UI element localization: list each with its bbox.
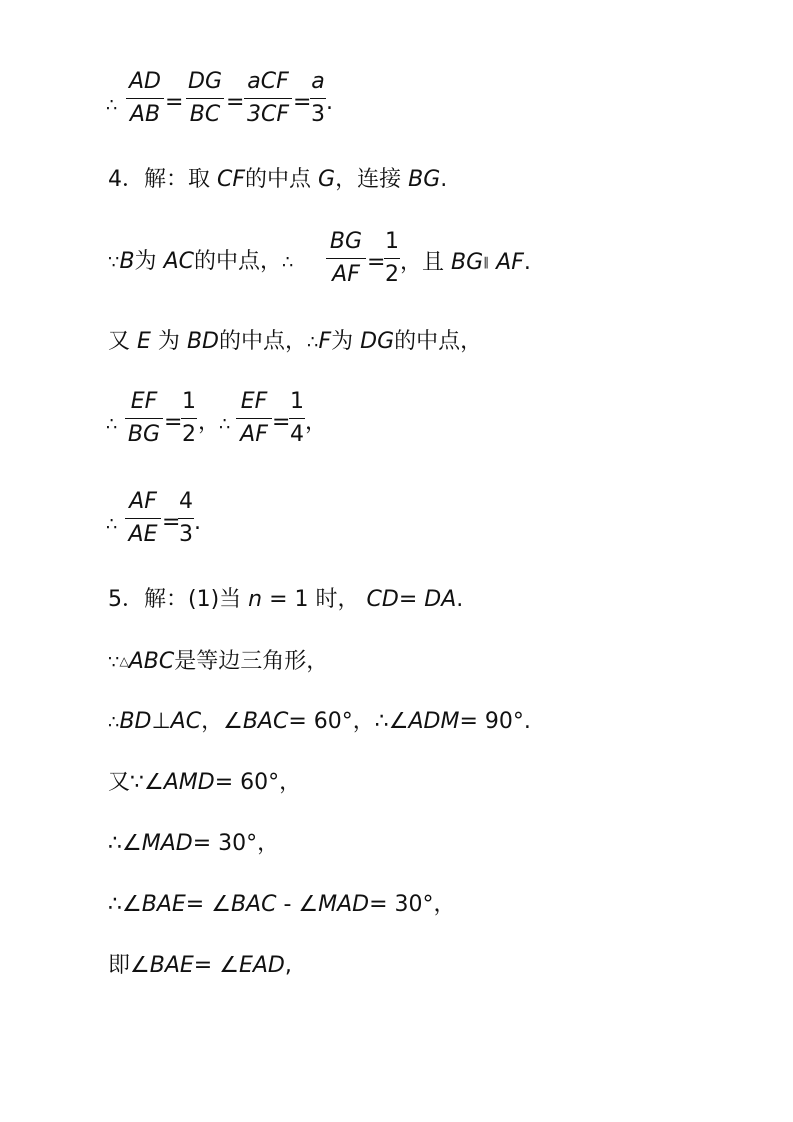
text: = xyxy=(398,587,418,612)
line-perpendicular xyxy=(108,708,531,737)
text: - ∠ xyxy=(276,892,319,917)
line-equilateral xyxy=(108,647,328,677)
fraction-numerator: AD xyxy=(129,69,161,94)
line-b-midpoint-tail xyxy=(400,248,531,277)
triangle-symbol: △ xyxy=(119,654,129,668)
text: . xyxy=(523,250,531,275)
math-var: AC xyxy=(170,709,202,734)
text: 为 xyxy=(157,329,180,354)
fraction-1-2 xyxy=(384,227,400,290)
text: ，连接 xyxy=(335,167,402,192)
line-amd xyxy=(108,769,301,797)
fraction-numerator: aCF xyxy=(247,69,289,94)
fraction-bar xyxy=(310,98,326,99)
text: 为 xyxy=(134,249,157,274)
fraction-bar xyxy=(236,418,272,419)
therefore-symbol: ∴ xyxy=(108,712,120,733)
text: 即∠ xyxy=(108,953,150,978)
math-var: BAE xyxy=(149,953,194,978)
fraction-ef-af xyxy=(236,387,272,450)
fraction-bg-af xyxy=(326,227,366,290)
math-var: E xyxy=(137,329,151,354)
text: = 60°， xyxy=(214,770,302,795)
perpendicular-symbol: ⊥ xyxy=(151,709,171,734)
fraction-acf-3cf xyxy=(244,67,292,130)
math-var: B xyxy=(119,249,135,274)
math-var: BAC xyxy=(242,709,289,734)
math-var: BD xyxy=(119,709,152,734)
line-step-5 xyxy=(108,586,463,614)
line-e-midpoint xyxy=(108,328,482,357)
text: ∴∠ xyxy=(108,831,142,856)
fraction-bar xyxy=(186,98,224,99)
text: = 30°， xyxy=(369,892,456,917)
fraction-numerator: 1 xyxy=(385,229,399,254)
comma: ， xyxy=(305,410,328,435)
math-var: BG xyxy=(408,167,441,192)
text: = 90°. xyxy=(459,709,531,734)
line-bae xyxy=(108,891,456,919)
fraction-numerator: AF xyxy=(129,489,157,514)
fraction-bar xyxy=(125,418,163,419)
fraction-bar xyxy=(244,98,292,99)
fraction-denominator: 3 xyxy=(179,522,193,547)
fraction-numerator: 4 xyxy=(179,489,193,514)
equals-sign: = xyxy=(272,410,291,435)
fraction-denominator: 3 xyxy=(311,102,325,127)
math-var: DA xyxy=(424,587,457,612)
fraction-bar xyxy=(126,98,164,99)
fraction-ef-bg xyxy=(125,387,163,450)
therefore-symbol: ∴ xyxy=(282,252,294,273)
text: = ∠ xyxy=(193,953,239,978)
fraction-bar xyxy=(384,258,400,259)
therefore-symbol: ∴ xyxy=(219,414,231,435)
math-var: G xyxy=(318,167,336,192)
math-var: AMD xyxy=(163,770,215,795)
period: . xyxy=(194,510,201,535)
math-var: BAC xyxy=(230,892,277,917)
math-var: AC xyxy=(163,249,194,274)
fraction-1-4 xyxy=(289,387,305,450)
math-var: n xyxy=(248,587,263,612)
text: 的中点， xyxy=(218,329,307,354)
text: , xyxy=(284,953,292,978)
because-symbol: ∵ xyxy=(108,652,120,673)
fraction-denominator: BC xyxy=(189,102,221,127)
therefore-symbol: ∴ xyxy=(106,414,118,435)
fraction-denominator: 2 xyxy=(385,262,399,287)
therefore-symbol: ∴ xyxy=(106,95,118,116)
fraction-a-3 xyxy=(310,67,326,130)
text: ，且 xyxy=(400,250,445,275)
fraction-denominator: 4 xyxy=(290,422,304,447)
text: ∴∠ xyxy=(108,892,142,917)
math-var: EAD xyxy=(238,953,285,978)
text: ，∠ xyxy=(201,709,243,734)
equals-sign: = xyxy=(162,510,181,535)
text: = 30°， xyxy=(192,831,280,856)
therefore-symbol: ∴ xyxy=(307,332,319,353)
fraction-numerator: 1 xyxy=(290,389,304,414)
text: 的中点， xyxy=(193,249,282,274)
text: 的中点 xyxy=(245,167,312,192)
fraction-bar xyxy=(178,518,194,519)
fraction-numerator: EF xyxy=(130,389,158,414)
math-var: BAE xyxy=(141,892,186,917)
fraction-denominator: BG xyxy=(127,422,161,447)
text: 又 xyxy=(108,329,131,354)
math-var: ABC xyxy=(128,649,175,674)
line-b-midpoint xyxy=(108,248,293,277)
fraction-bar xyxy=(181,418,197,419)
line-bae-ead xyxy=(108,952,292,980)
fraction-denominator: AE xyxy=(128,522,158,547)
fraction-numerator: a xyxy=(311,69,325,94)
fraction-denominator: AB xyxy=(129,102,161,127)
equals-sign: = xyxy=(226,90,245,115)
period: . xyxy=(326,90,333,115)
math-var: AF xyxy=(496,250,524,275)
math-var: CF xyxy=(217,167,246,192)
fraction-denominator: 3CF xyxy=(246,102,289,127)
fraction-4-3 xyxy=(178,487,194,550)
fraction-dg-bc xyxy=(186,67,224,130)
text: 是等边三角形， xyxy=(174,649,329,674)
line-mad xyxy=(108,830,279,858)
comma: ， xyxy=(198,410,221,435)
fraction-bar xyxy=(326,258,366,259)
equals-sign: = xyxy=(165,90,184,115)
fraction-bar xyxy=(289,418,305,419)
fraction-denominator: AF xyxy=(332,262,360,287)
fraction-numerator: 1 xyxy=(182,389,196,414)
fraction-numerator: BG xyxy=(329,229,363,254)
equals-sign: = xyxy=(164,410,183,435)
math-var: BD xyxy=(186,329,219,354)
text: 的中点， xyxy=(394,329,483,354)
equals-sign: = xyxy=(293,90,312,115)
math-var: MAD xyxy=(141,831,193,856)
text: = 1 时， xyxy=(269,587,360,612)
math-var: MAD xyxy=(318,892,370,917)
fraction-numerator: EF xyxy=(240,389,268,414)
math-var: DG xyxy=(360,329,395,354)
fraction-ad-ab xyxy=(126,67,164,130)
fraction-bar xyxy=(125,518,161,519)
text: = ∠ xyxy=(185,892,231,917)
fraction-denominator: 2 xyxy=(182,422,196,447)
math-var: CD xyxy=(366,587,399,612)
text: 5．解：(1)当 xyxy=(108,587,242,612)
text: 又∵∠ xyxy=(108,770,164,795)
equals-sign: = xyxy=(367,250,386,275)
fraction-denominator: AF xyxy=(240,422,268,447)
text: . xyxy=(456,587,464,612)
parallel-symbol: ∥ xyxy=(483,255,490,269)
line-step-4 xyxy=(108,166,447,194)
text: 4．解：取 xyxy=(108,167,210,192)
fraction-numerator: DG xyxy=(188,69,222,94)
fraction-1-2 xyxy=(181,387,197,450)
because-symbol: ∵ xyxy=(108,252,120,273)
fraction-af-ae xyxy=(125,487,161,550)
text: . xyxy=(440,167,448,192)
math-var: BG xyxy=(451,250,484,275)
text: 为 xyxy=(331,329,354,354)
math-var: ADM xyxy=(408,709,460,734)
math-var: F xyxy=(318,329,332,354)
therefore-symbol: ∴ xyxy=(106,514,118,535)
text: = 60°，∴∠ xyxy=(288,709,409,734)
